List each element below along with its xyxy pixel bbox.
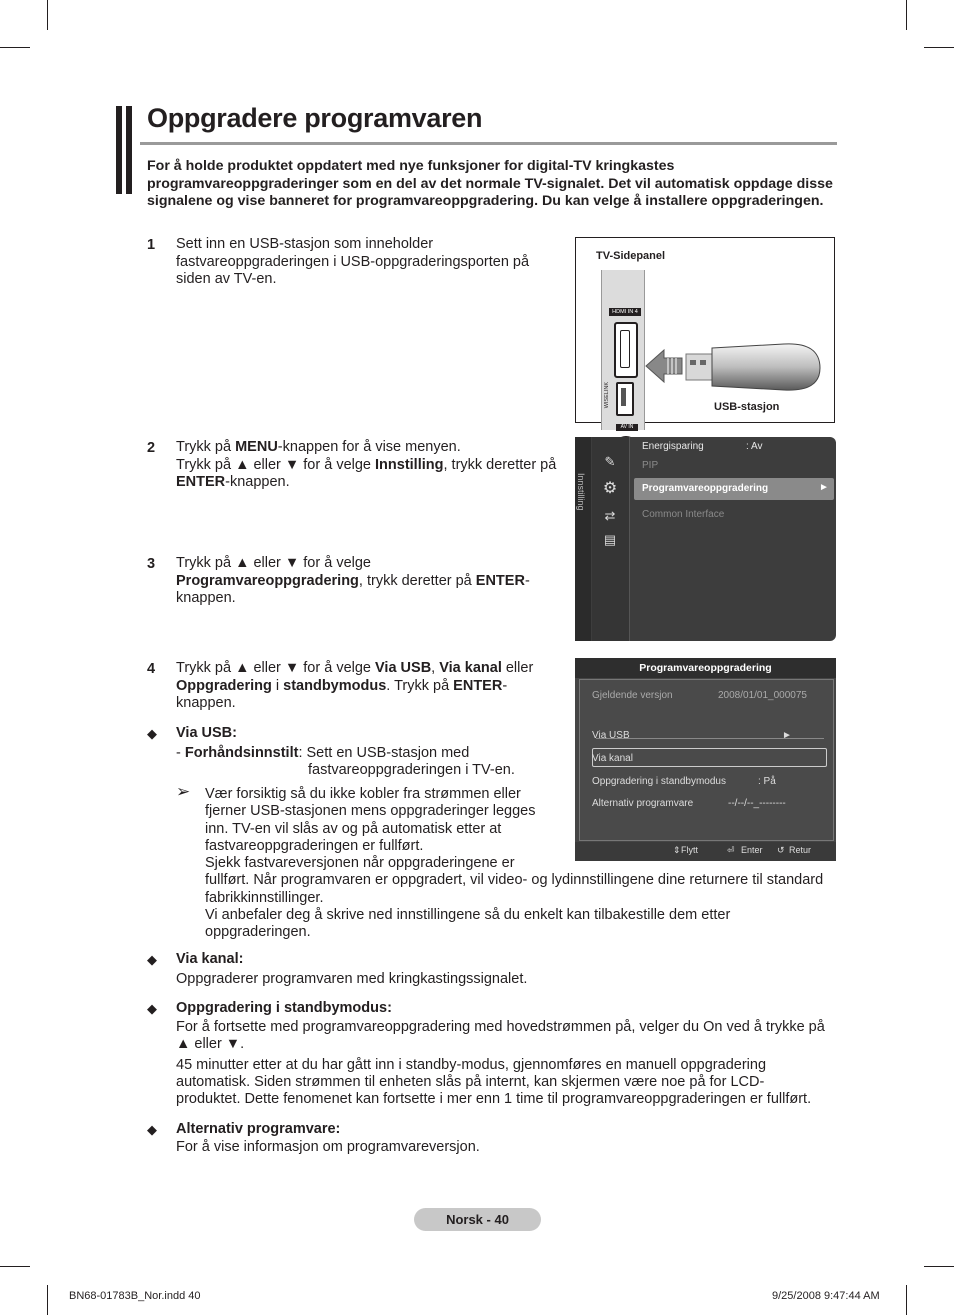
move-icon: ⇕	[673, 845, 681, 855]
crop-mark	[906, 1285, 907, 1315]
return-icon: ↺	[777, 845, 785, 855]
step-4-text: Trykk på ▲ eller ▼ for å velge Via USB, Via kanal eller Oppgradering i standbymodus. Trykk på ENTER-knappen.	[176, 660, 534, 711]
title-accent-bar	[126, 106, 132, 194]
via-kanal-desc: Oppgraderer programvaren med kringkastingssignalet.	[176, 971, 528, 987]
av-in-label: AV IN	[616, 424, 638, 431]
intro-paragraph: For å holde produktet oppdatert med nye funksjoner for digital-TV kringkastes programvareoppgraderinger som en del av det normale TV-signalet. Det vil automatisk oppdage disse signalene og vise banneret for programvareoppgradering. Du kan velge å installere oppgraderingen.	[147, 158, 833, 210]
standby-desc: For å fortsette med programvareoppgradering med hovedstrømmen på, velger du On ved å trykke på ▲ eller ▼. 45 minutter etter at du har gått inn i standby-modus, gjennomføres en manuell oppgradering automatisk. Siden strømmen til enheten slås på internt, kan skjermen være noe på for LCD- produktet. Dette fenomenet kan fortsette i mer enn 1 time til programvareoppgraderingen er fullført.	[176, 1019, 825, 1108]
chevron-right-icon: ►	[819, 482, 829, 493]
menu-category-label: Innstilling	[576, 473, 586, 511]
settings-menu-screen	[575, 437, 836, 641]
menu-item-common-interface[interactable]: Common Interface	[642, 509, 725, 520]
bullet-heading: Via USB:	[176, 725, 237, 741]
bullet-heading: Alternativ programvare:	[176, 1121, 341, 1137]
crop-mark	[906, 0, 907, 30]
wiselink-label: WISELINK	[604, 382, 610, 409]
menu-icon-column	[592, 437, 630, 641]
figure-label: TV-Sidepanel	[596, 250, 666, 262]
bullet-heading: Oppgradering i standbymodus:	[176, 1000, 392, 1016]
crop-mark	[924, 47, 954, 48]
via-usb-desc-cont: fastvareoppgraderingen i TV-en.	[308, 762, 515, 778]
chevron-right-icon: ►	[782, 730, 792, 741]
hdmi-label: HDMI IN 4	[609, 308, 641, 316]
step-number: 1	[147, 237, 156, 253]
tv-side-panel-figure	[575, 237, 835, 430]
crop-mark	[924, 1266, 954, 1267]
option-via-kanal[interactable]: Via kanal	[592, 753, 633, 764]
bullet-icon: ◆	[147, 726, 157, 741]
enter-icon: ⏎	[727, 845, 735, 855]
option-via-usb[interactable]: Via USB	[592, 730, 630, 741]
page-title: Oppgradere programvaren	[147, 103, 483, 133]
option-alternative-software[interactable]: Alternativ programvare	[592, 798, 694, 809]
bullet-icon: ◆	[147, 1001, 157, 1016]
tv-side-panel	[601, 270, 645, 430]
bullet-icon: ◆	[147, 952, 157, 967]
enter-hint: Enter	[741, 845, 763, 855]
step-number: 3	[147, 556, 156, 572]
step-2-text: Trykk på MENU-knappen for å vise menyen. Trykk på ▲ eller ▼ for å velge Innstilling, trykk deretter på ENTER-knappen.	[176, 439, 557, 490]
menu-item-value: : Av	[746, 441, 763, 452]
dialog-title: Programvareoppgradering	[575, 658, 836, 678]
step-1-text: Sett inn en USB-stasjon som inneholder fastvareoppgraderingen i USB-oppgraderingsporten på siden av TV-en.	[176, 236, 530, 287]
usb-port-icon	[616, 382, 634, 416]
version-label: Gjeldende versjon	[592, 690, 673, 701]
step-number: 2	[147, 440, 156, 456]
page-number-badge: Norsk - 40	[414, 1208, 541, 1231]
crop-mark	[0, 1266, 30, 1267]
insert-arrow-icon	[644, 346, 684, 386]
application-icon: ▤	[603, 532, 617, 547]
return-hint: Retur	[789, 845, 812, 855]
step-3-text: Trykk på ▲ eller ▼ for å velge Programvareoppgradering, trykk deretter på ENTER-knappen.	[176, 555, 530, 606]
crop-mark	[47, 0, 48, 30]
title-rule	[140, 142, 837, 145]
crop-mark	[47, 1285, 48, 1315]
menu-item-energisparing[interactable]: Energisparing	[642, 441, 704, 452]
hdmi-port-icon	[614, 322, 638, 378]
option-value: : På	[758, 776, 776, 787]
crop-mark	[0, 47, 30, 48]
alt-software-desc: For å vise informasjon om programvareversjon.	[176, 1139, 480, 1155]
picture-icon: ✎	[604, 454, 616, 469]
print-slug: BN68-01783B_Nor.indd 40	[69, 1290, 201, 1302]
bullet-icon: ◆	[147, 1122, 157, 1137]
option-value: --/--/--_--------	[728, 798, 786, 809]
menu-item-pip[interactable]: PIP	[642, 460, 659, 471]
step-number: 4	[147, 661, 156, 677]
note-icon: ➢	[176, 782, 191, 801]
via-usb-note: Vær forsiktig så du ikke kobler fra strømmen eller fjerner USB-stasjonen mens oppgraderinger legges inn. TV-en vil slås av og på automatisk etter at fastvareoppgraderingen er fullført. Sjekk fastvareversjonen når oppgraderingene er fullført. Når programvaren er oppgradert, vil video- og lydinnstillingene dine returnere til standard fabrikkinnstillinger. Vi anbefaler deg å skrive ned innstillingene så du enkelt kan tilbakestille dem etter oppgraderingen.	[205, 786, 824, 941]
title-accent-bar	[116, 106, 122, 194]
option-standby-upgrade[interactable]: Oppgradering i standbymodus	[592, 776, 726, 787]
print-timestamp: 9/25/2008 9:47:44 AM	[772, 1290, 880, 1302]
bullet-heading: Via kanal:	[176, 951, 244, 967]
usb-drive-icon	[684, 334, 824, 398]
figure-label: USB-stasjon	[714, 401, 780, 413]
via-usb-desc: - Forhåndsinnstilt: Sett en USB-stasjon med	[176, 745, 470, 761]
setup-gear-icon: ⚙	[602, 480, 618, 497]
menu-item-programvareoppgradering[interactable]: Programvareoppgradering	[642, 483, 769, 494]
version-value: 2008/01/01_000075	[718, 690, 807, 701]
move-hint: Flytt	[681, 845, 698, 855]
input-icon: ⇄	[604, 508, 616, 523]
